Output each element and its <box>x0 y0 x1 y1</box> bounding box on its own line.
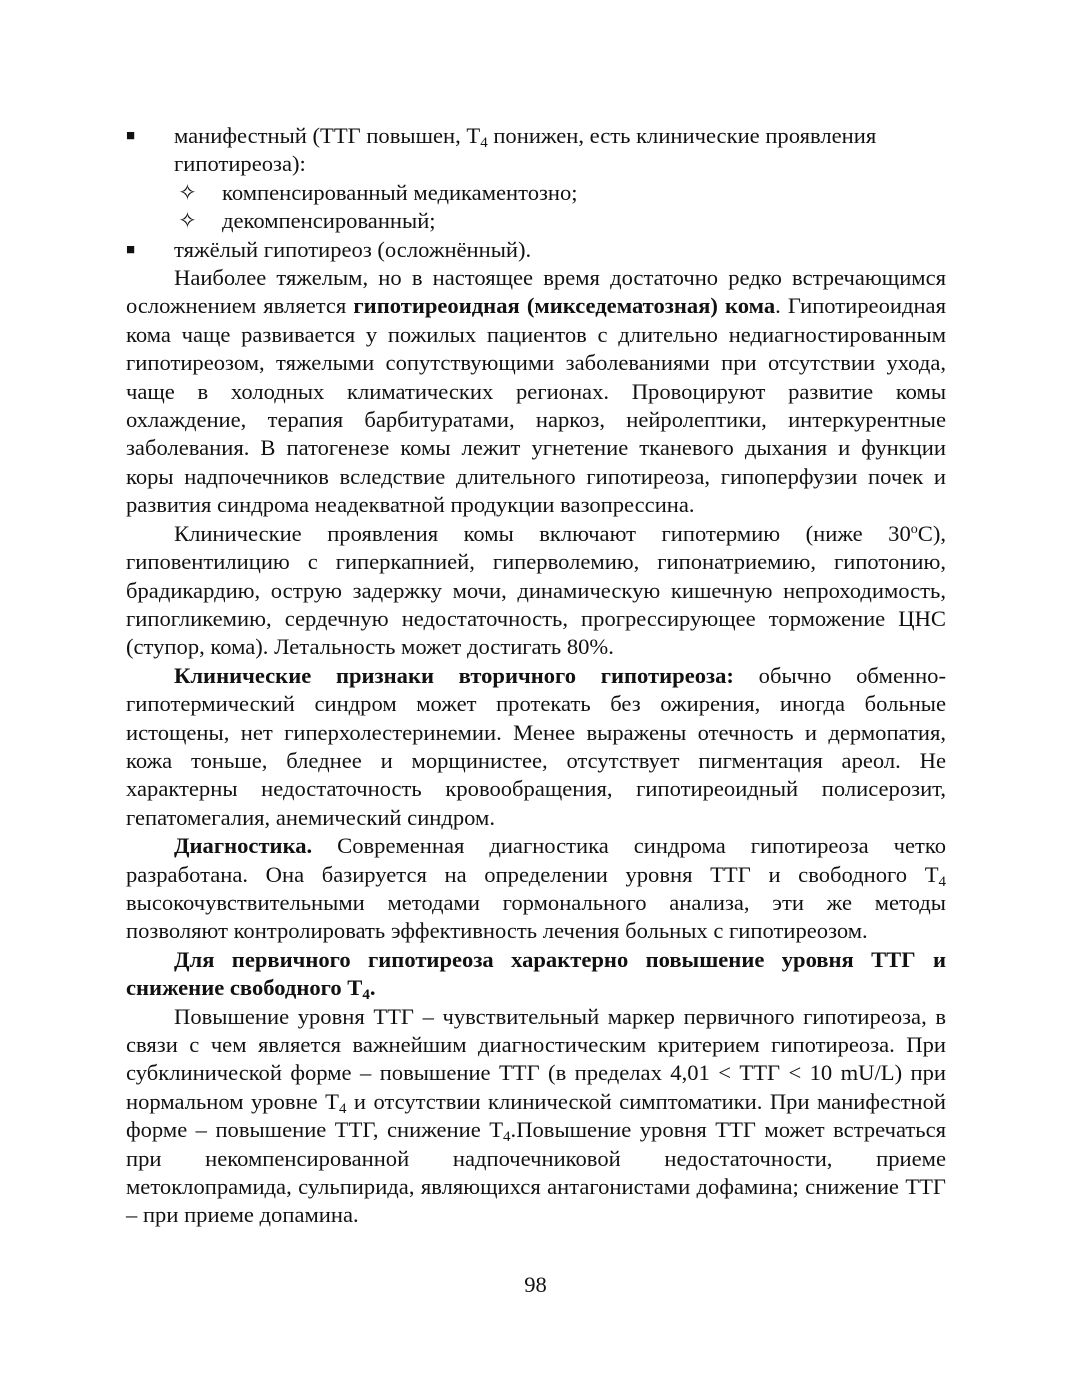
paragraph-secondary-signs: Клинические признаки вторичного гипотиреоза: обычно обменно-гипотермический синдром может протекать без ожирения, иногда больные истощены, нет гиперхолестеринемии. Менее выражены отечность и дермопатия, кожа тоньше, бледнее и морщинистее, отсутствует пигментация ареол. Не характерны недостаточность кровообращения, гипотиреоидный полисерозит, гепатомегалия, анемический синдром. <box>126 662 946 830</box>
bullet-item-severe <box>126 236 946 264</box>
diamond-bullet-icon: ✧ <box>178 179 197 205</box>
sub-bullet-item-compensated <box>126 179 946 207</box>
paragraph-diagnostics: Диагностика. Современная диагностика синдрома гипотиреоза четко разработана. Она базируется на определении уровня ТТГ и свободного $Т_4$ высокочувствительными методами гормонального анализа, эти же методы позволяют контролировать эффективность лечения больных с гипотиреозом. <box>126 833 946 944</box>
bullet-text: манифестный (ТТГ повышен, $Т_4$ понижен, есть клинические проявления гипотиреоза): <box>174 123 877 177</box>
paragraph-primary-criteria: Для первичного гипотиреоза характерно повышение уровня ТТГ и снижение свободного $Т_4$. <box>126 946 946 1004</box>
sub-bullet-item-decompensated <box>126 207 946 235</box>
bullet-text: тяжёлый гипотиреоз (осложнённый). <box>174 236 532 262</box>
square-bullet-icon: ■ <box>126 241 136 258</box>
paragraph-tsh: Повышение уровня ТТГ – чувствительный маркер первичного гипотиреоза, в связи с чем является важнейшим диагностическим критерием гипотиреоза. При субклинической форме – повышение ТТГ (в пределах 4,01 < ТТГ < 10 mU/L) при нормальном уровне $Т_4$ и отсутствии клинической симптоматики. При манифестной форме – повышение ТТГ, снижение $Т_4.Повышение$ уровня ТТГ может встречаться при некомпенсированной надпочечниковой недостаточности, приеме метоклопрамида, сульпирида, являющихся антагонистами дофамина; снижение ТТГ – при приеме допамина. <box>126 1003 946 1228</box>
paragraph-coma-symptoms: Клинические проявления комы включают гипотермию (ниже 30$^o$С), гиповентилицию с гиперкапнией, гиперволемию, гипонатриемию, гипотонию, брадикардию, острую задержку мочи, динамическую кишечную непроходимость, гипогликемию, сердечную недостаточность, прогрессирующее торможение ЦНС (ступор, кома). Летальность может достигать 80%. <box>126 520 946 660</box>
sub-bullet-text: декомпенсированный; <box>222 208 436 234</box>
page-number: 98 <box>524 1272 547 1297</box>
bullet-item-manifest <box>126 122 946 179</box>
page-body <box>126 122 946 1230</box>
square-bullet-icon: ■ <box>126 128 136 144</box>
diamond-bullet-icon: ✧ <box>178 208 197 234</box>
sub-bullet-text: компенсированный медикаментозно; <box>222 179 578 205</box>
paragraph-coma: Наиболее тяжелым, но в настоящее время достаточно редко встречающимся осложнением является гипотиреоидная (микседематозная) кома. Гипотиреоидная кома чаще развивается у пожилых пациентов с длительно недиагностированным гипотиреозом, тяжелыми сопутствующими заболеваниями при отсутствии ухода, чаще в холодных климатических регионах. Провоцируют развитие комы охлаждение, терапия барбитуратами, наркоз, нейролептики, интеркурентные заболевания. В патогенезе комы лежит угнетение тканевого дыхания и функции коры надпочечников вследствие длительного гипотиреоза, гипоперфузии почек и развития синдрома неадекватной продукции вазопрессина. <box>126 265 946 518</box>
